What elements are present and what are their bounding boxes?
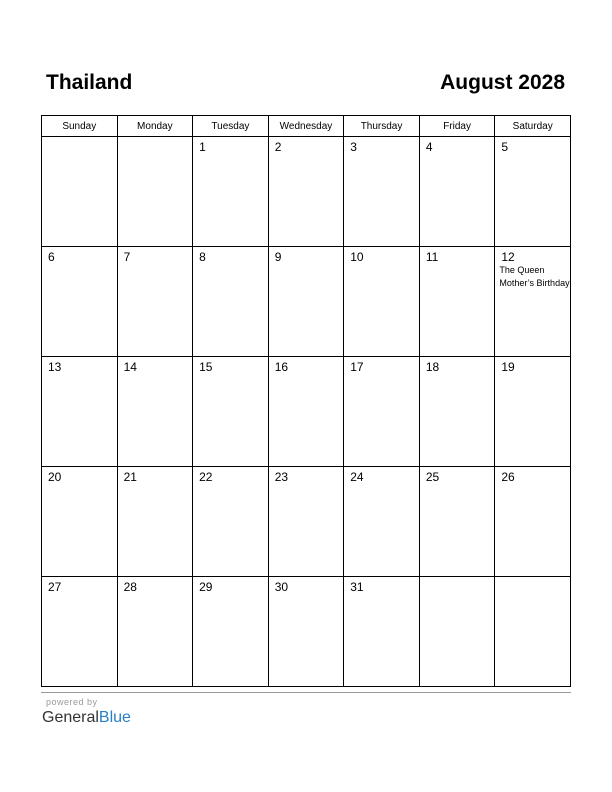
day-cell bbox=[117, 137, 193, 247]
day-number: 31 bbox=[350, 580, 364, 594]
week-row bbox=[42, 577, 571, 687]
holiday-label: The Queen Mother’s Birthday bbox=[499, 265, 570, 288]
day-cell bbox=[42, 357, 118, 467]
day-cell bbox=[42, 577, 118, 687]
day-cell bbox=[495, 577, 571, 687]
day-number: 11 bbox=[425, 250, 439, 264]
day-number: 5 bbox=[501, 140, 509, 154]
day-cell bbox=[117, 467, 193, 577]
day-number: 4 bbox=[425, 140, 433, 154]
day-cell bbox=[117, 577, 193, 687]
day-number: 30 bbox=[274, 580, 289, 594]
week-row bbox=[42, 247, 571, 357]
day-cell bbox=[268, 137, 344, 247]
day-number: 29 bbox=[199, 580, 213, 594]
day-number: 17 bbox=[350, 360, 364, 374]
day-number: 21 bbox=[123, 470, 137, 484]
weekday-header: Tuesday bbox=[193, 116, 269, 137]
day-cell bbox=[495, 137, 571, 247]
day-cell bbox=[495, 357, 571, 467]
day-number: 15 bbox=[199, 360, 213, 374]
day-cell bbox=[268, 357, 344, 467]
day-number: 24 bbox=[350, 470, 364, 484]
brand-blue-text: Blue bbox=[98, 709, 131, 726]
day-cell bbox=[419, 357, 495, 467]
day-number: 26 bbox=[501, 470, 515, 484]
weekday-header: Wednesday bbox=[268, 116, 344, 137]
week-row bbox=[42, 357, 571, 467]
weekday-header: Monday bbox=[117, 116, 193, 137]
day-cell bbox=[117, 247, 193, 357]
day-number: 22 bbox=[199, 470, 213, 484]
day-cell bbox=[268, 577, 344, 687]
day-number: 7 bbox=[123, 250, 131, 264]
day-cell bbox=[42, 137, 118, 247]
powered-by-label: powered by bbox=[46, 697, 98, 707]
day-cell bbox=[344, 137, 420, 247]
weekday-header: Saturday bbox=[495, 116, 571, 137]
week-row bbox=[42, 467, 571, 577]
weekday-header: Thursday bbox=[344, 116, 420, 137]
day-cell bbox=[419, 247, 495, 357]
day-number: 28 bbox=[123, 580, 137, 594]
day-number: 23 bbox=[274, 470, 289, 484]
calendar-grid bbox=[41, 115, 571, 687]
day-cell bbox=[42, 467, 118, 577]
day-cell bbox=[495, 467, 571, 577]
day-number bbox=[118, 137, 193, 140]
day-cell bbox=[268, 467, 344, 577]
generalblue-logo[interactable] bbox=[42, 708, 131, 728]
day-number: 9 bbox=[274, 250, 282, 264]
day-cell bbox=[268, 247, 344, 357]
day-cell bbox=[344, 357, 420, 467]
day-number: 12 bbox=[501, 250, 515, 264]
day-cell bbox=[419, 137, 495, 247]
week-row bbox=[42, 137, 571, 247]
day-number: 3 bbox=[350, 140, 357, 154]
brand-general-text: General bbox=[42, 709, 99, 726]
day-number: 13 bbox=[48, 360, 62, 374]
day-cell bbox=[344, 577, 420, 687]
day-cell bbox=[42, 247, 118, 357]
day-cell bbox=[344, 467, 420, 577]
month-title: August 2028 bbox=[440, 71, 565, 94]
day-cell bbox=[419, 467, 495, 577]
day-cell bbox=[193, 137, 269, 247]
day-number bbox=[495, 577, 570, 580]
country-title: Thailand bbox=[46, 71, 133, 94]
day-number bbox=[420, 577, 495, 580]
day-cell bbox=[193, 247, 269, 357]
day-number: 10 bbox=[350, 250, 364, 264]
day-cell bbox=[419, 577, 495, 687]
day-number: 18 bbox=[425, 360, 440, 374]
day-number: 1 bbox=[199, 140, 206, 154]
day-cell bbox=[193, 467, 269, 577]
day-cell bbox=[193, 577, 269, 687]
day-number: 16 bbox=[274, 360, 289, 374]
day-cell bbox=[117, 357, 193, 467]
weekday-header: Sunday bbox=[42, 116, 118, 137]
weekday-header-row bbox=[42, 116, 571, 137]
day-number: 6 bbox=[48, 250, 55, 264]
day-number bbox=[42, 137, 117, 140]
day-cell-holiday bbox=[495, 247, 571, 357]
weekday-header: Friday bbox=[419, 116, 495, 137]
day-number: 19 bbox=[501, 360, 515, 374]
day-number: 8 bbox=[199, 250, 206, 264]
day-number: 14 bbox=[123, 360, 137, 374]
footer-divider bbox=[41, 692, 571, 693]
day-number: 25 bbox=[425, 470, 440, 484]
day-cell bbox=[193, 357, 269, 467]
day-number: 2 bbox=[274, 140, 282, 154]
day-number: 20 bbox=[48, 470, 62, 484]
day-number: 27 bbox=[48, 580, 62, 594]
day-cell bbox=[344, 247, 420, 357]
